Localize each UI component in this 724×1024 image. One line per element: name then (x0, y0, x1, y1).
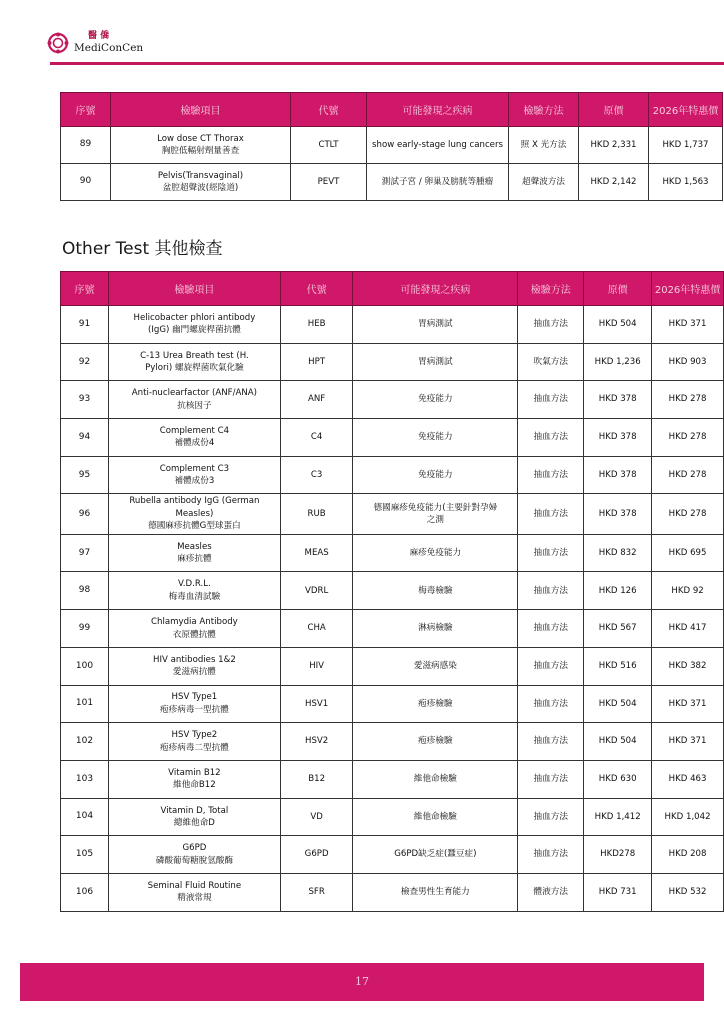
row-number: 93 (61, 381, 109, 419)
cell-line: Vitamin D, Total (160, 805, 229, 816)
test-item (109, 798, 281, 836)
cell-line: 測試子宮 / 卵巢及膀胱等腫瘤 (381, 176, 494, 187)
row-number: 90 (61, 164, 111, 201)
original-price: HKD 1,236 (584, 343, 652, 381)
test-item (109, 873, 281, 911)
test-method: 體液方法 (518, 873, 584, 911)
original-price: HKD278 (584, 836, 652, 874)
row-number: 106 (61, 873, 109, 911)
test-item (109, 306, 281, 344)
cell-line: HSV Type1 (171, 692, 218, 703)
test-code: G6PD (280, 836, 353, 874)
cell-line: 胃病測試 (418, 356, 453, 367)
table-row (61, 419, 724, 457)
header-special-price: 2026年特惠價 (649, 93, 723, 127)
table-row (61, 494, 724, 534)
brand-name-en: MediConCen (74, 42, 144, 55)
cell-line: 梅毒血清試驗 (168, 591, 221, 602)
row-number: 89 (61, 127, 111, 164)
detectable-disease (353, 494, 518, 534)
cell-line: 胃病測試 (418, 319, 453, 330)
special-price: HKD 1,737 (649, 127, 723, 164)
test-item (111, 164, 291, 201)
original-price: HKD 378 (584, 456, 652, 494)
test-item (109, 760, 281, 798)
original-price: HKD 504 (584, 306, 652, 344)
cell-line: 衣原體抗體 (172, 629, 216, 640)
detectable-disease (353, 836, 518, 874)
price-table-other-test (60, 271, 724, 912)
header-divider (50, 62, 724, 65)
test-method: 抽血方法 (518, 610, 584, 648)
cell-line: Chlamydia Antibody (151, 617, 238, 628)
special-price: HKD 371 (652, 685, 724, 723)
cell-line: 抗核因子 (177, 400, 212, 411)
test-code: HEB (280, 306, 353, 344)
cell-line: 德國麻疹抗體G型球蛋白 (148, 521, 241, 532)
test-method: 照 X 光方法 (509, 127, 579, 164)
test-code: ANF (280, 381, 353, 419)
header-disease: 可能發現之疾病 (367, 93, 509, 127)
cell-line: 檢查男性生育能力 (400, 887, 470, 898)
table-header-row (61, 272, 724, 306)
cell-line: Complement C4 (159, 425, 230, 436)
test-item (109, 610, 281, 648)
special-price: HKD 695 (652, 534, 724, 572)
row-number: 101 (61, 685, 109, 723)
cell-line: HIV antibodies 1&2 (153, 654, 236, 665)
cell-line: 維他命B12 (173, 780, 216, 791)
cell-line: 免疫能力 (418, 432, 453, 443)
page-number: 17 (355, 975, 369, 988)
table-row (61, 873, 724, 911)
cell-line: 精液常規 (177, 893, 212, 904)
original-price: HKD 731 (584, 873, 652, 911)
header-special-price: 2026年特惠價 (652, 272, 724, 306)
detectable-disease (367, 127, 509, 164)
test-method: 抽血方法 (518, 381, 584, 419)
detectable-disease (353, 456, 518, 494)
test-code: PEVT (291, 164, 367, 201)
cell-line: 愛滋病感染 (413, 660, 457, 671)
price-table-continued (60, 92, 723, 201)
cell-line: HSV Type2 (171, 730, 218, 741)
cell-line: 疱疹病毒一型抗體 (160, 704, 229, 715)
table-row (61, 610, 724, 648)
cell-line: Seminal Fluid Routine (147, 880, 242, 891)
header-no: 序號 (61, 93, 111, 127)
cell-line: 之測 (426, 515, 444, 526)
special-price: HKD 382 (652, 647, 724, 685)
table-row (61, 164, 723, 201)
test-code: HSV2 (280, 723, 353, 761)
cell-line: (IgG) 幽門螺旋桿菌抗體 (147, 325, 241, 336)
detectable-disease (353, 572, 518, 610)
cell-line: 磷酸葡萄糖脫氫酸酶 (155, 855, 234, 866)
test-item (109, 456, 281, 494)
original-price: HKD 378 (584, 419, 652, 457)
row-number: 91 (61, 306, 109, 344)
section-title-other-test: Other Test 其他檢查 (62, 239, 223, 259)
special-price: HKD 371 (652, 723, 724, 761)
table-row (61, 723, 724, 761)
header-disease: 可能發現之疾病 (353, 272, 518, 306)
cell-line: 免疫能力 (418, 394, 453, 405)
test-item (109, 494, 281, 534)
test-method: 抽血方法 (518, 836, 584, 874)
detectable-disease (353, 760, 518, 798)
cell-line: 胸腔低輻射劑量善查 (161, 146, 240, 156)
header-method: 檢驗方法 (518, 272, 584, 306)
original-price: HKD 504 (584, 685, 652, 723)
cell-line: Anti-nuclearfactor (ANF/ANA) (131, 388, 258, 399)
cell-line: Pelvis(Transvaginal) (157, 170, 244, 181)
header-code: 代號 (291, 93, 367, 127)
original-price: HKD 504 (584, 723, 652, 761)
test-method: 抽血方法 (518, 798, 584, 836)
table-row (61, 534, 724, 572)
test-item (109, 419, 281, 457)
cell-line: Measles (177, 541, 212, 552)
header-code: 代號 (280, 272, 353, 306)
test-method: 抽血方法 (518, 419, 584, 457)
table-row (61, 343, 724, 381)
detectable-disease (353, 647, 518, 685)
cell-line: Rubella antibody IgG (German Measles) (129, 496, 260, 519)
test-item (109, 343, 281, 381)
row-number: 92 (61, 343, 109, 381)
detectable-disease (353, 685, 518, 723)
cell-line: show early-stage lung cancers (372, 139, 503, 150)
cell-line: 疱疹檢驗 (418, 736, 453, 747)
row-number: 100 (61, 647, 109, 685)
test-code: HPT (280, 343, 353, 381)
test-method: 抽血方法 (518, 760, 584, 798)
special-price: HKD 1,042 (652, 798, 724, 836)
special-price: HKD 371 (652, 306, 724, 344)
original-price: HKD 378 (584, 494, 652, 534)
cell-line: 維他命檢驗 (413, 811, 457, 822)
test-code: CTLT (291, 127, 367, 164)
test-code: MEAS (280, 534, 353, 572)
cell-line: 補體成份3 (174, 476, 215, 487)
cell-line: 盆腔超聲波(經陰道) (162, 183, 239, 193)
cell-line: 疱疹檢驗 (418, 698, 453, 709)
table-row (61, 127, 723, 164)
cell-line: G6PD (182, 843, 207, 854)
special-price: HKD 278 (652, 456, 724, 494)
special-price: HKD 1,563 (649, 164, 723, 201)
row-number: 102 (61, 723, 109, 761)
row-number: 95 (61, 456, 109, 494)
test-item (109, 534, 281, 572)
test-code: CHA (280, 610, 353, 648)
special-price: HKD 92 (652, 572, 724, 610)
footer-bar (20, 963, 704, 1001)
original-price: HKD 2,142 (579, 164, 649, 201)
header-item: 檢驗項目 (111, 93, 291, 127)
detectable-disease (353, 534, 518, 572)
original-price: HKD 567 (584, 610, 652, 648)
original-price: HKD 126 (584, 572, 652, 610)
header-price: 原價 (584, 272, 652, 306)
test-item (109, 647, 281, 685)
cell-line: 免疫能力 (418, 469, 453, 480)
test-method: 抽血方法 (518, 723, 584, 761)
test-item (111, 127, 291, 164)
row-number: 105 (61, 836, 109, 874)
cell-line: Pylori) 螺旋桿菌吹氣化驗 (145, 363, 244, 374)
test-method: 抽血方法 (518, 647, 584, 685)
table-row (61, 456, 724, 494)
cell-line: C-13 Urea Breath test (H. (140, 350, 249, 361)
detectable-disease (353, 723, 518, 761)
special-price: HKD 463 (652, 760, 724, 798)
test-code: HSV1 (280, 685, 353, 723)
test-method: 抽血方法 (518, 685, 584, 723)
original-price: HKD 516 (584, 647, 652, 685)
row-number: 98 (61, 572, 109, 610)
detectable-disease (353, 419, 518, 457)
cell-line: 麻疹免疫能力 (409, 547, 462, 558)
table-row (61, 381, 724, 419)
test-method: 抽血方法 (518, 534, 584, 572)
row-number: 99 (61, 610, 109, 648)
header-price: 原價 (579, 93, 649, 127)
detectable-disease (353, 798, 518, 836)
test-item (109, 723, 281, 761)
table-row (61, 572, 724, 610)
cell-line: 淋病檢驗 (418, 623, 453, 634)
header-no: 序號 (61, 272, 109, 306)
detectable-disease (353, 873, 518, 911)
original-price: HKD 832 (584, 534, 652, 572)
cell-line: 愛滋病抗體 (172, 667, 216, 678)
cell-line: Vitamin B12 (168, 767, 221, 778)
special-price: HKD 417 (652, 610, 724, 648)
special-price: HKD 278 (652, 381, 724, 419)
special-price: HKD 208 (652, 836, 724, 874)
cell-line: 補體成份4 (174, 438, 215, 449)
test-code: RUB (280, 494, 353, 534)
test-code: SFR (280, 873, 353, 911)
header-item: 檢驗項目 (109, 272, 281, 306)
cell-line: 梅毒檢驗 (418, 585, 453, 596)
original-price: HKD 2,331 (579, 127, 649, 164)
table-header-row (61, 93, 723, 127)
original-price: HKD 378 (584, 381, 652, 419)
test-item (109, 381, 281, 419)
table-row (61, 798, 724, 836)
cell-line: 維他命檢驗 (413, 774, 457, 785)
detectable-disease (353, 610, 518, 648)
detectable-disease (353, 381, 518, 419)
test-method: 抽血方法 (518, 456, 584, 494)
test-item (109, 572, 281, 610)
cell-line: 疱疹病毒二型抗體 (160, 742, 229, 753)
table-row (61, 685, 724, 723)
test-method: 吹氣方法 (518, 343, 584, 381)
special-price: HKD 903 (652, 343, 724, 381)
test-item (109, 836, 281, 874)
original-price: HKD 630 (584, 760, 652, 798)
test-code: C4 (280, 419, 353, 457)
cell-line: Helicobacter phlori antibody (133, 312, 256, 323)
row-number: 94 (61, 419, 109, 457)
cell-line: 德國麻疹免疫能力(主要針對孕婦 (373, 502, 498, 513)
row-number: 96 (61, 494, 109, 534)
special-price: HKD 532 (652, 873, 724, 911)
row-number: 104 (61, 798, 109, 836)
brand-logo (46, 30, 143, 56)
cell-line: G6PD缺乏症(蠶豆症) (394, 849, 477, 860)
cell-line: Complement C3 (159, 463, 230, 474)
original-price: HKD 1,412 (584, 798, 652, 836)
test-method: 抽血方法 (518, 306, 584, 344)
table-row (61, 836, 724, 874)
table-row (61, 647, 724, 685)
detectable-disease (353, 306, 518, 344)
cell-line: V.D.R.L. (178, 579, 211, 590)
brand-name-cn: 醫 僑 (88, 31, 110, 42)
detectable-disease (353, 343, 518, 381)
logo-flower-icon (46, 31, 70, 55)
special-price: HKD 278 (652, 494, 724, 534)
cell-line: 總維他命D (173, 817, 215, 828)
row-number: 103 (61, 760, 109, 798)
row-number: 97 (61, 534, 109, 572)
detectable-disease (367, 164, 509, 201)
special-price: HKD 278 (652, 419, 724, 457)
table-row (61, 760, 724, 798)
header-method: 檢驗方法 (509, 93, 579, 127)
cell-line: Low dose CT Thorax (157, 133, 244, 144)
cell-line: 麻疹抗體 (177, 554, 212, 565)
test-code: VDRL (280, 572, 353, 610)
table-row (61, 306, 724, 344)
test-code: C3 (280, 456, 353, 494)
test-method: 超聲波方法 (509, 164, 579, 201)
test-item (109, 685, 281, 723)
test-code: HIV (280, 647, 353, 685)
test-code: B12 (280, 760, 353, 798)
test-method: 抽血方法 (518, 494, 584, 534)
test-code: VD (280, 798, 353, 836)
test-method: 抽血方法 (518, 572, 584, 610)
